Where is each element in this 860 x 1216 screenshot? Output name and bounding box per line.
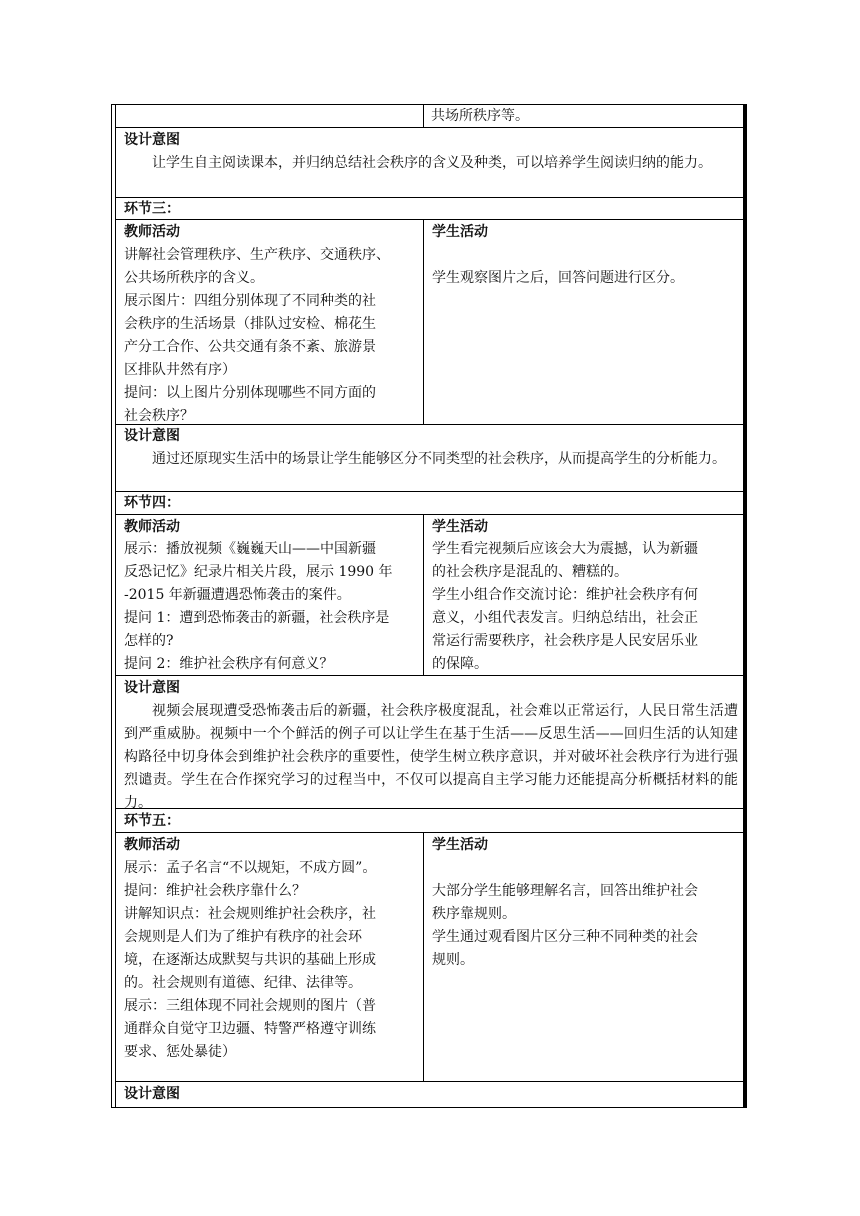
design-intent-body: 让学生自主阅读课本，并归纳总结社会秩序的含义及种类，可以培养学生阅读归纳的能力。 [152, 155, 712, 171]
student-activity-heading: 学生活动 [432, 519, 488, 535]
teacher-line: 通群众自觉守卫边疆、特警严格遵守训练 [124, 1021, 376, 1037]
student-line: 学生小组合作交流讨论：维护社会秩序有何 [432, 587, 698, 603]
teacher-line: 展示：播放视频《巍巍天山——中国新疆 [124, 541, 376, 557]
teacher-line: 展示：孟子名言“不以规矩，不成方圆”。 [124, 860, 377, 876]
student-activity-body [432, 538, 738, 676]
column-divider [423, 104, 424, 127]
teacher-activity-heading: 教师活动 [124, 519, 180, 535]
teacher-line: 提问：以上图片分别体现哪些不同方面的 [124, 385, 376, 401]
teacher-line: 社会秩序？ [124, 408, 194, 424]
teacher-line: 怎样的? [124, 633, 174, 649]
teacher-line: 的。社会规则有道德、纪律、法律等。 [124, 975, 362, 991]
design-intent-heading: 设计意图 [124, 132, 180, 148]
column-divider [423, 219, 424, 424]
teacher-activity-heading: 教师活动 [124, 224, 180, 240]
section-title: 环节四： [124, 495, 180, 511]
teacher-line: 区排队井然有序） [124, 362, 236, 378]
teacher-line: 会秩序的生活场景（排队过安检、棉花生 [124, 316, 376, 332]
row-divider [115, 1081, 744, 1082]
teacher-activity-body [124, 857, 420, 1064]
student-line: 学生通过观看图片区分三种不同种类的社会 [432, 929, 698, 945]
teacher-line: 反恐记忆》纪录片相关片段，展示 1990 年 [124, 564, 393, 580]
column-divider [423, 832, 424, 1081]
design-intent-heading: 设计意图 [124, 1086, 180, 1102]
teacher-line: 展示：三组体现不同社会规则的图片（普 [124, 998, 376, 1014]
teacher-line: -2015 年新疆遭遇恐怖袭击的案件。 [124, 587, 351, 603]
teacher-line: 要求、惩处暴徒） [124, 1044, 236, 1060]
row-divider [115, 127, 744, 128]
student-line: 的保障。 [432, 656, 488, 672]
top-row-right-cell: 共场所秩序等。 [431, 108, 529, 124]
student-line: 大部分学生能够理解名言，回答出维护社会 [432, 883, 698, 899]
teacher-line: 提问 1：遭到恐怖袭击的新疆，社会秩序是 [124, 610, 390, 626]
teacher-line: 公共场所秩序的含义。 [124, 270, 264, 286]
row-divider [115, 197, 744, 198]
teacher-line: 提问 2：维护社会秩序有何意义？ [124, 656, 334, 672]
section-title: 环节五： [124, 813, 180, 829]
teacher-line: 提问：维护社会秩序靠什么？ [124, 883, 306, 899]
teacher-line: 展示图片：四组分别体现了不同种类的社 [124, 293, 376, 309]
teacher-line: 境，在逐渐达成默契与共识的基础上形成 [124, 952, 376, 968]
teacher-activity-body [124, 538, 420, 676]
table-right-border [744, 104, 747, 1108]
student-activity-heading: 学生活动 [432, 837, 488, 853]
student-line: 秩序靠规则。 [432, 906, 516, 922]
row-divider [115, 491, 744, 492]
section-title: 环节三： [124, 201, 180, 217]
teacher-activity-heading: 教师活动 [124, 837, 180, 853]
table-inner-left-border [115, 104, 116, 1108]
design-intent-heading: 设计意图 [124, 428, 180, 444]
teacher-line: 产分工合作、公共交通有条不紊、旅游景 [124, 339, 376, 355]
student-activity-body [432, 880, 738, 972]
row-divider [115, 832, 744, 833]
row-divider [115, 219, 744, 220]
student-line: 规则。 [432, 952, 474, 968]
column-divider [423, 514, 424, 675]
student-line: 常运行需要秩序，社会秩序是人民安居乐业 [432, 633, 698, 649]
row-divider [115, 514, 744, 515]
teacher-line: 讲解知识点：社会规则维护社会秩序，社 [124, 906, 376, 922]
teacher-activity-body [124, 244, 420, 428]
teacher-line: 讲解社会管理秩序、生产秩序、交通秩序、 [124, 247, 390, 263]
design-intent-body: 通过还原现实生活中的场景让学生能够区分不同类型的社会秩序，从而提高学生的分析能力。 [152, 451, 726, 467]
student-line: 学生看完视频后应该会大为震撼，认为新疆 [432, 541, 698, 557]
design-intent-body: 视频会展现遭受恐怖袭击后的新疆，社会秩序极度混乱，社会难以正常运行，人民日常生活遭到严重威胁。视频中一个个鲜活的例子可以让学生在基于生活——反思生活——回归生活的认知建构路径中切身体会到维护社会秩序的重要性，使学生树立秩序意识，并对破坏社会秩序行为进行强烈谴责。学生在合作探究学习的过程当中，不仅可以提高自主学习能力还能提高分析概括材料的能力。 [124, 703, 738, 811]
student-line: 的社会秩序是混乱的、糟糕的。 [432, 564, 628, 580]
teacher-line: 会规则是人们为了维护有秩序的社会环 [124, 929, 362, 945]
design-intent-heading: 设计意图 [124, 680, 180, 696]
student-line: 意义，小组代表发言。归纳总结出，社会正 [432, 610, 698, 626]
student-activity-heading: 学生活动 [432, 224, 488, 240]
student-line: 学生观察图片之后，回答问题进行区分。 [432, 270, 684, 286]
